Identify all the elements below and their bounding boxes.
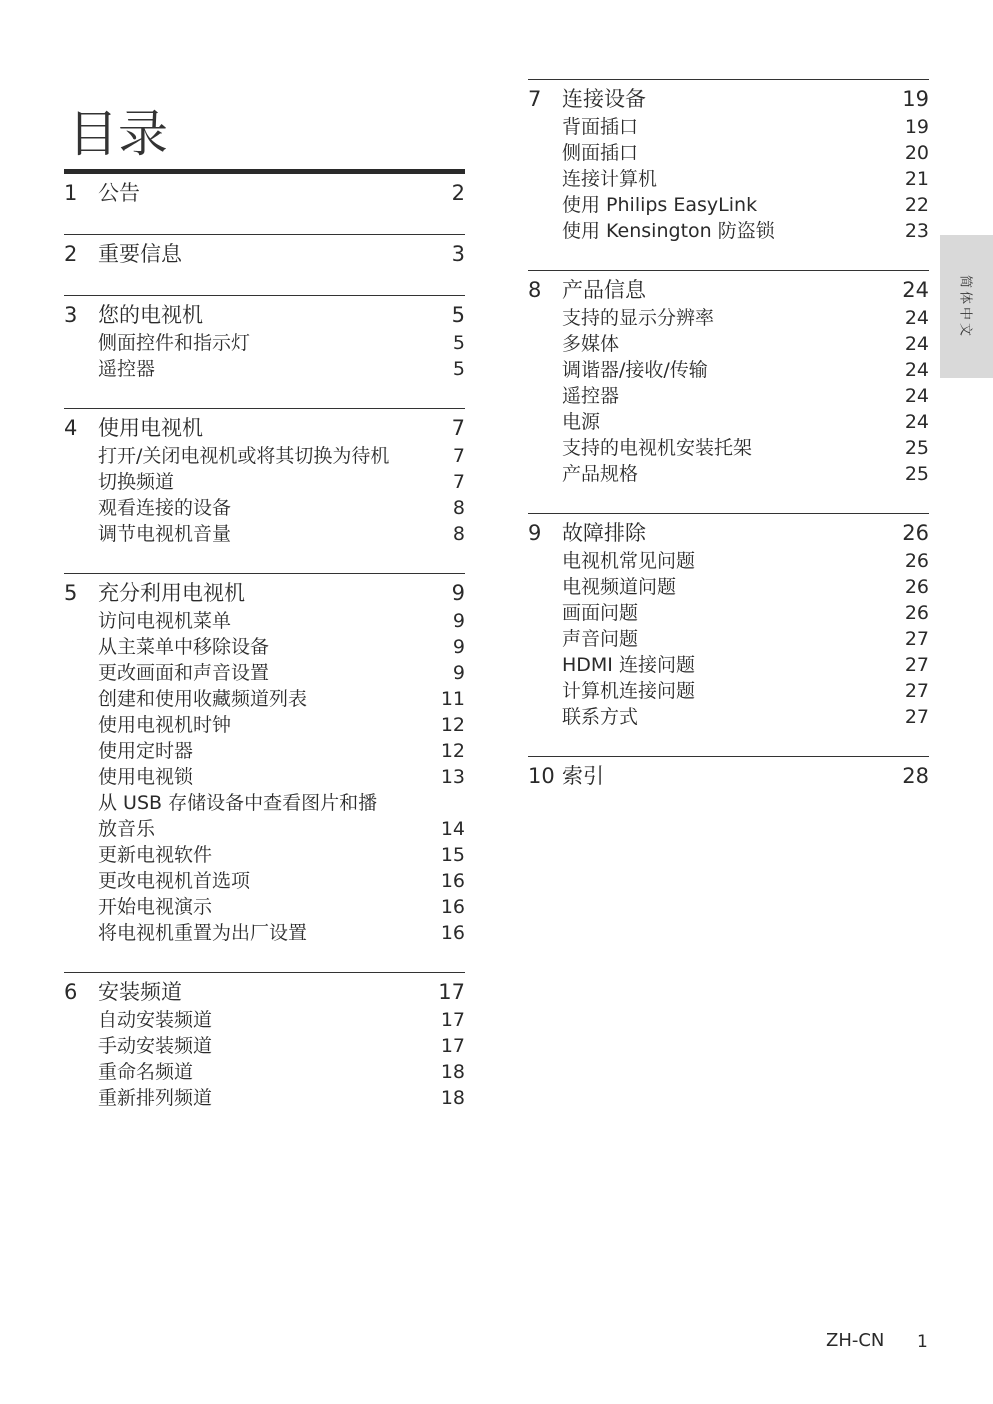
entry-page: 18: [440, 1087, 465, 1109]
toc-entry[interactable]: [64, 894, 465, 920]
toc-entry[interactable]: [528, 652, 929, 678]
entry-label: 遥控器: [562, 385, 620, 407]
entry-label: 访问电视机菜单: [98, 610, 232, 632]
entry-label: 支持的电视机安装托架: [562, 437, 753, 459]
footer-page-number: 1: [917, 1332, 928, 1352]
language-tab-label: 简体中文: [957, 274, 972, 339]
entry-label: 更改画面和声音设置: [98, 662, 270, 684]
entry-label: 遥控器: [98, 358, 156, 380]
toc-entry[interactable]: [64, 495, 465, 521]
toc-entry[interactable]: [528, 409, 929, 435]
entry-page: 25: [904, 437, 929, 459]
entry-page: 15: [440, 844, 465, 866]
toc-section: [528, 270, 929, 487]
toc-entry[interactable]: [64, 868, 465, 894]
entry-page: 16: [440, 896, 465, 918]
toc-section: [528, 79, 929, 244]
entry-page: 25: [904, 463, 929, 485]
section-number: 2: [64, 242, 78, 266]
toc-section-heading[interactable]: [64, 239, 465, 269]
entry-label: 支持的显示分辨率: [562, 307, 715, 329]
toc-section: [528, 513, 929, 730]
entry-page: 24: [904, 333, 929, 355]
toc-entry[interactable]: [528, 166, 929, 192]
toc-section-heading[interactable]: [64, 413, 465, 443]
toc-entry[interactable]: [64, 356, 465, 382]
entry-page: 26: [904, 576, 929, 598]
entry-page: 26: [904, 602, 929, 624]
entry-label: 更改电视机首选项: [98, 870, 251, 892]
entry-label: 重新排列频道: [98, 1087, 213, 1109]
section-title: 安装频道: [98, 980, 182, 1004]
toc-entry[interactable]: [64, 443, 465, 469]
section-page: 24: [902, 278, 929, 302]
section-title: 连接设备: [562, 87, 646, 111]
entry-page: 7: [452, 445, 465, 467]
section-page: 17: [438, 980, 465, 1004]
section-title: 充分利用电视机: [98, 581, 245, 605]
toc-entry[interactable]: [528, 218, 929, 244]
toc-section: [64, 408, 465, 547]
entry-label: 重命名频道: [98, 1061, 194, 1083]
entry-label: 产品规格: [562, 463, 639, 485]
toc-entry[interactable]: [64, 738, 465, 764]
toc-section-heading[interactable]: [64, 977, 465, 1007]
entry-label: 从 USB 存储设备中查看图片和播: [98, 792, 378, 814]
section-number: 5: [64, 581, 78, 605]
entry-label: 打开/关闭电视机或将其切换为待机: [98, 445, 390, 467]
entry-page: 16: [440, 870, 465, 892]
entry-label: 侧面插口: [562, 142, 639, 164]
section-page: 26: [902, 521, 929, 545]
entry-page: 27: [904, 628, 929, 650]
section-number: 3: [64, 303, 78, 327]
entry-page: 9: [452, 662, 465, 684]
entry-label: 多媒体: [562, 333, 620, 355]
toc-entry[interactable]: [528, 678, 929, 704]
toc-entry[interactable]: [64, 764, 465, 790]
toc-section: [64, 573, 465, 946]
entry-page: 8: [452, 523, 465, 545]
entry-label: 将电视机重置为出厂设置: [98, 922, 308, 944]
entry-label: 创建和使用收藏频道列表: [98, 688, 308, 710]
entry-page: 27: [904, 680, 929, 702]
entry-label: 连接计算机: [562, 168, 658, 190]
toc-section-heading[interactable]: [64, 300, 465, 330]
toc-entry[interactable]: [528, 140, 929, 166]
entry-page: 9: [452, 636, 465, 658]
entry-page: 12: [440, 740, 465, 762]
entry-label: 使用定时器: [98, 740, 194, 762]
entry-page: 21: [904, 168, 929, 190]
toc-entry[interactable]: [528, 114, 929, 140]
entry-page: 16: [440, 922, 465, 944]
entry-page: 24: [904, 385, 929, 407]
entry-label: 使用电视机时钟: [98, 714, 232, 736]
entry-label: 电源: [562, 411, 601, 433]
entry-page: 11: [440, 688, 465, 710]
toc-entry[interactable]: [528, 626, 929, 652]
toc-section-heading[interactable]: [64, 578, 465, 608]
entry-page: 9: [452, 610, 465, 632]
entry-page: 27: [904, 706, 929, 728]
toc-entry[interactable]: [64, 790, 465, 816]
entry-label: 观看连接的设备: [98, 497, 232, 519]
toc-entry[interactable]: [64, 712, 465, 738]
entry-page: 22: [904, 194, 929, 216]
toc-entry[interactable]: [64, 686, 465, 712]
section-page: 2: [451, 181, 465, 205]
section-title: 产品信息: [562, 278, 646, 302]
entry-page: 5: [452, 358, 465, 380]
toc-entry[interactable]: [528, 704, 929, 730]
toc-entry[interactable]: [64, 521, 465, 547]
section-title: 索引: [562, 764, 604, 788]
toc-section-heading[interactable]: [64, 178, 465, 208]
toc-entry[interactable]: [528, 600, 929, 626]
toc-entry[interactable]: [64, 1033, 465, 1059]
entry-label: 画面问题: [562, 602, 639, 624]
entry-page: 23: [904, 220, 929, 242]
entry-label: 更新电视软件: [98, 844, 213, 866]
section-page: 28: [902, 764, 929, 788]
entry-label: 自动安装频道: [98, 1009, 213, 1031]
section-title: 您的电视机: [98, 303, 203, 327]
toc-section-heading[interactable]: [528, 518, 929, 548]
entry-label: 开始电视演示: [98, 896, 213, 918]
toc-right-column: [528, 79, 929, 817]
section-number: 10: [528, 764, 555, 788]
entry-label: 调节电视机音量: [98, 523, 232, 545]
entry-label: 使用 Philips EasyLink: [562, 194, 758, 216]
entry-page: 8: [452, 497, 465, 519]
entry-page: 27: [904, 654, 929, 676]
entry-label: 电视频道问题: [562, 576, 677, 598]
toc-section: [64, 972, 465, 1111]
section-page: 3: [451, 242, 465, 266]
section-title: 使用电视机: [98, 416, 203, 440]
toc-entry[interactable]: [64, 660, 465, 686]
section-page: 7: [451, 416, 465, 440]
toc-entry[interactable]: [528, 574, 929, 600]
entry-page: 19: [904, 116, 929, 138]
entry-label: 使用电视锁: [98, 766, 194, 788]
toc-section: [64, 295, 465, 382]
section-title: 公告: [98, 181, 140, 205]
entry-label: 声音问题: [562, 628, 639, 650]
toc-section-heading[interactable]: [528, 84, 929, 114]
toc-section: [64, 234, 465, 269]
section-page: 9: [451, 581, 465, 605]
entry-page: 20: [904, 142, 929, 164]
entry-page: 24: [904, 411, 929, 433]
entry-page: 13: [440, 766, 465, 788]
entry-label: 联系方式: [562, 706, 639, 728]
toc-entry[interactable]: [64, 1059, 465, 1085]
entry-page: 17: [440, 1035, 465, 1057]
toc-entry[interactable]: [528, 461, 929, 487]
entry-page: 18: [440, 1061, 465, 1083]
entry-page: 24: [904, 307, 929, 329]
entry-label: 切换频道: [98, 471, 175, 493]
section-page: 19: [902, 87, 929, 111]
section-number: 1: [64, 181, 78, 205]
entry-label: 计算机连接问题: [562, 680, 696, 702]
toc-left-column: [64, 174, 465, 1137]
section-number: 7: [528, 87, 542, 111]
section-title: 重要信息: [98, 242, 182, 266]
section-page: 5: [451, 303, 465, 327]
entry-label: 背面插口: [562, 116, 639, 138]
toc-entry[interactable]: [528, 192, 929, 218]
toc-entry[interactable]: [64, 634, 465, 660]
toc-entry[interactable]: [64, 842, 465, 868]
toc-entry[interactable]: [64, 330, 465, 356]
section-number: 4: [64, 416, 78, 440]
entry-page: 7: [452, 471, 465, 493]
entry-page: 5: [452, 332, 465, 354]
entry-label: 调谐器/接收/传输: [562, 359, 708, 381]
entry-page: 12: [440, 714, 465, 736]
toc-section: [64, 174, 465, 208]
entry-page: 24: [904, 359, 929, 381]
language-tab: [940, 235, 993, 378]
toc-entry[interactable]: [64, 920, 465, 946]
toc-entry[interactable]: [64, 816, 465, 842]
toc-entry[interactable]: [528, 548, 929, 574]
toc-section-heading[interactable]: [528, 275, 929, 305]
toc-section-heading[interactable]: [528, 761, 929, 791]
section-number: 9: [528, 521, 542, 545]
entry-label: 使用 Kensington 防盗锁: [562, 220, 775, 242]
entry-label: 电视机常见问题: [562, 550, 696, 572]
section-title: 故障排除: [562, 521, 646, 545]
section-number: 8: [528, 278, 542, 302]
entry-page: 26: [904, 550, 929, 572]
toc-entry[interactable]: [64, 608, 465, 634]
toc-entry[interactable]: [64, 1085, 465, 1111]
toc-entry[interactable]: [528, 383, 929, 409]
entry-label: 手动安装频道: [98, 1035, 213, 1057]
entry-page: 14: [440, 818, 465, 840]
toc-entry[interactable]: [528, 435, 929, 461]
entry-page: 17: [440, 1009, 465, 1031]
entry-label: 从主菜单中移除设备: [98, 636, 270, 658]
toc-section: [528, 756, 929, 791]
toc-entry[interactable]: [528, 357, 929, 383]
footer-language-code: ZH-CN: [826, 1330, 885, 1351]
entry-label: 侧面控件和指示灯: [98, 332, 251, 354]
entry-label: 放音乐: [98, 818, 156, 840]
toc-entry[interactable]: [528, 331, 929, 357]
section-number: 6: [64, 980, 78, 1004]
toc-entry[interactable]: [528, 305, 929, 331]
page-title: 目录: [68, 104, 168, 163]
toc-entry[interactable]: [64, 1007, 465, 1033]
toc-entry[interactable]: [64, 469, 465, 495]
entry-label: HDMI 连接问题: [562, 654, 695, 676]
